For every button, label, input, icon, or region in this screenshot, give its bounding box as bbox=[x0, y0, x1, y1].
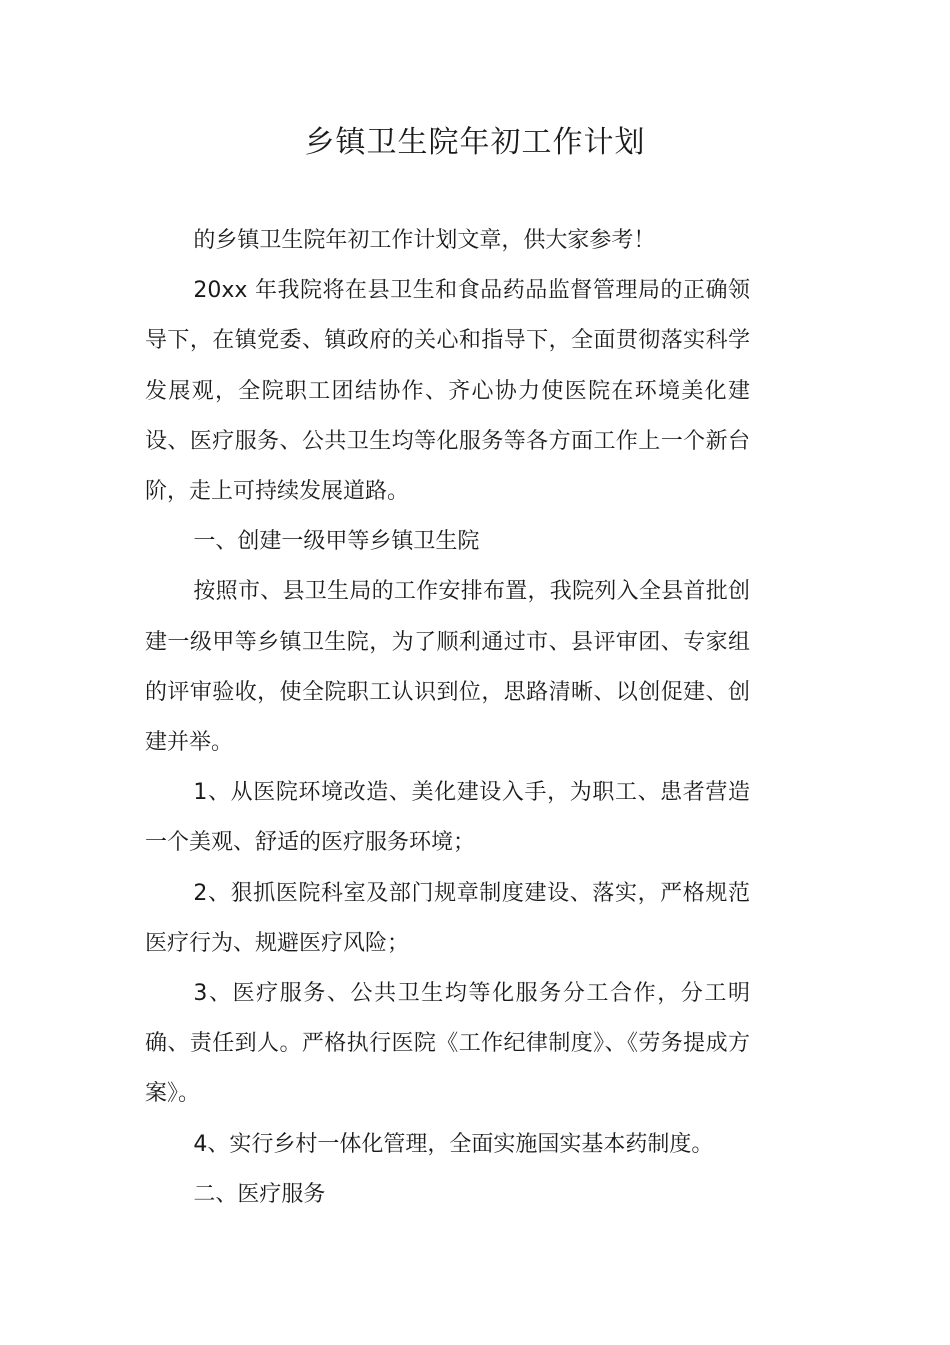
paragraph-intro: 的乡镇卫生院年初工作计划文章，供大家参考！ bbox=[193, 228, 656, 253]
section-heading-2: 二、医疗服务 bbox=[193, 1181, 326, 1207]
list-item-3: 3、医疗服务、公共卫生均等化服务分工合作，分工明确、责任到人。严格执行医院《工作纪律制度》、《劳务提成方案》。 bbox=[145, 981, 750, 1107]
list-item-4: 4、实行乡村一体化管理，全面实施国实基本药制度。 bbox=[193, 1131, 714, 1157]
document-title: 乡镇卫生院年初工作计划 bbox=[304, 125, 646, 160]
section-heading-1: 一、创建一级甲等乡镇卫生院 bbox=[193, 529, 480, 555]
document-body bbox=[145, 216, 750, 1220]
paragraph-overview: 20xx 年我院将在县卫生和食品药品监督管理局的正确领导下，在镇党委、镇政府的关心和指导下，全面贯彻落实科学发展观，全院职工团结协作、齐心协力使医院在环境美化建设、医疗服务、公共卫生均等化服务等各方面工作上一个新台阶，走上可持续发展道路。 bbox=[145, 278, 750, 505]
list-item-1: 1、从医院环境改造、美化建设入手，为职工、患者营造一个美观、舒适的医疗服务环境； bbox=[145, 780, 750, 856]
list-item-2: 2、狠抓医院科室及部门规章制度建设、落实，严格规范医疗行为、规避医疗风险； bbox=[145, 880, 750, 956]
paragraph-section-1: 按照市、县卫生局的工作安排布置，我院列入全县首批创建一级甲等乡镇卫生院，为了顺利通过市、县评审团、专家组的评审验收，使全院职工认识到位，思路清晰、以创促建、创建并举。 bbox=[145, 579, 750, 756]
